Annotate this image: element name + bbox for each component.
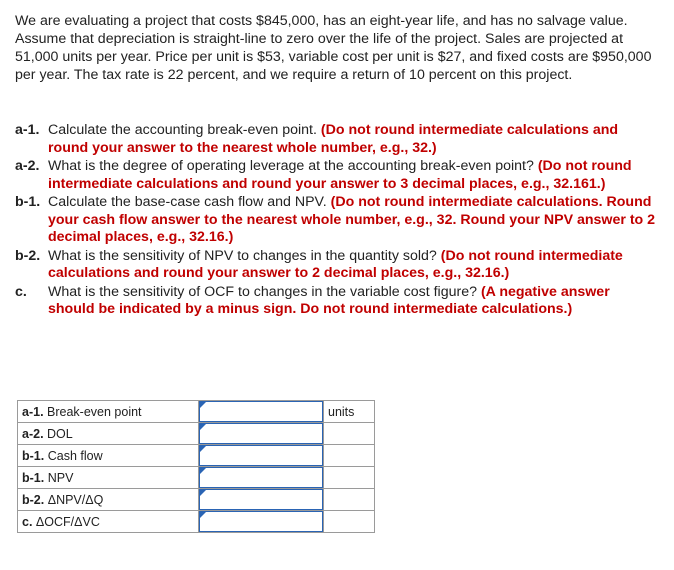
input-marker-icon	[200, 512, 206, 518]
question-c	[15, 284, 660, 319]
dol-input[interactable]	[199, 423, 323, 444]
unit-label	[324, 489, 375, 511]
break-even-input[interactable]	[199, 401, 323, 422]
answer-cell	[199, 467, 324, 489]
row-label: c. ΔOCF/ΔVC	[18, 511, 199, 533]
question-label: b-2.	[15, 247, 41, 264]
question-label: a-2.	[15, 158, 40, 174]
row-label: b-2. ΔNPV/ΔQ	[18, 489, 199, 511]
question-note: (Do not round intermediate calculations and round your answer to 3 decimal places, e.g., 32.161.)	[48, 158, 632, 192]
npv-sensitivity-input[interactable]	[199, 489, 323, 510]
question-b1	[15, 194, 660, 247]
unit-label	[324, 467, 375, 489]
question-a2	[15, 158, 660, 193]
table-row	[18, 445, 375, 467]
row-label: a-1. Break-even point	[18, 401, 199, 423]
question-text: What is the sensitivity of OCF to changes in the variable cost figure?	[48, 283, 477, 300]
unit-label: units	[324, 401, 375, 423]
cash-flow-input[interactable]	[199, 445, 323, 466]
table-row	[18, 467, 375, 489]
table-row	[18, 423, 375, 445]
question-note: (A negative answer should be indicated by a minus sign. Do not round intermediate calculations.)	[48, 283, 610, 317]
npv-input[interactable]	[199, 467, 323, 488]
input-marker-icon	[200, 402, 206, 408]
question-a1	[15, 122, 660, 157]
problem-statement: We are evaluating a project that costs $845,000, has an eight-year life, and has no salvage value. Assume that depreciation is straight-line to zero over the life of the project. Sales are projected at 51,000 units per year. Price per unit is $53, variable cost per unit is $27, and fixed costs are $950,000 per year. The tax rate is 22 percent, and we require a return of 10 percent on this project.	[15, 13, 652, 83]
question-note: (Do not round intermediate calculations and round your answer to 2 decimal places, e.g., 32.16.)	[48, 247, 623, 281]
question-label: b-1.	[15, 194, 41, 210]
unit-label	[324, 423, 375, 445]
question-text: Calculate the accounting break-even point.	[48, 122, 317, 138]
answer-cell	[199, 445, 324, 467]
question-note: (Do not round intermediate calculations and round your answer to the nearest whole number, e.g., 32.)	[48, 122, 619, 156]
input-marker-icon	[200, 490, 206, 496]
question-text: What is the degree of operating leverage at the accounting break-even point?	[48, 158, 534, 174]
row-label: a-2. DOL	[18, 423, 199, 445]
question-b2	[15, 248, 660, 283]
question-text: What is the sensitivity of NPV to changes in the quantity sold?	[48, 247, 437, 264]
input-marker-icon	[200, 468, 206, 474]
row-label: b-1. NPV	[18, 467, 199, 489]
unit-label	[324, 511, 375, 533]
answer-table	[17, 400, 375, 533]
question-text: Calculate the base-case cash flow and NPV.	[48, 194, 327, 210]
answer-cell	[199, 401, 324, 423]
answer-cell	[199, 511, 324, 533]
unit-label	[324, 445, 375, 467]
question-label: c.	[15, 283, 27, 300]
row-label: b-1. Cash flow	[18, 445, 199, 467]
input-marker-icon	[200, 446, 206, 452]
answer-cell	[199, 423, 324, 445]
question-list	[15, 122, 660, 320]
question-label: a-1.	[15, 122, 40, 138]
table-row	[18, 511, 375, 533]
question-note: (Do not round intermediate calculations. Round your cash flow answer to the nearest whole number, e.g., 32. Round your NPV answer to 2 decimal places, e.g., 32.16.)	[48, 194, 656, 245]
input-marker-icon	[200, 424, 206, 430]
table-row	[18, 401, 375, 423]
table-row	[18, 489, 375, 511]
ocf-sensitivity-input[interactable]	[199, 511, 323, 532]
answer-cell	[199, 489, 324, 511]
